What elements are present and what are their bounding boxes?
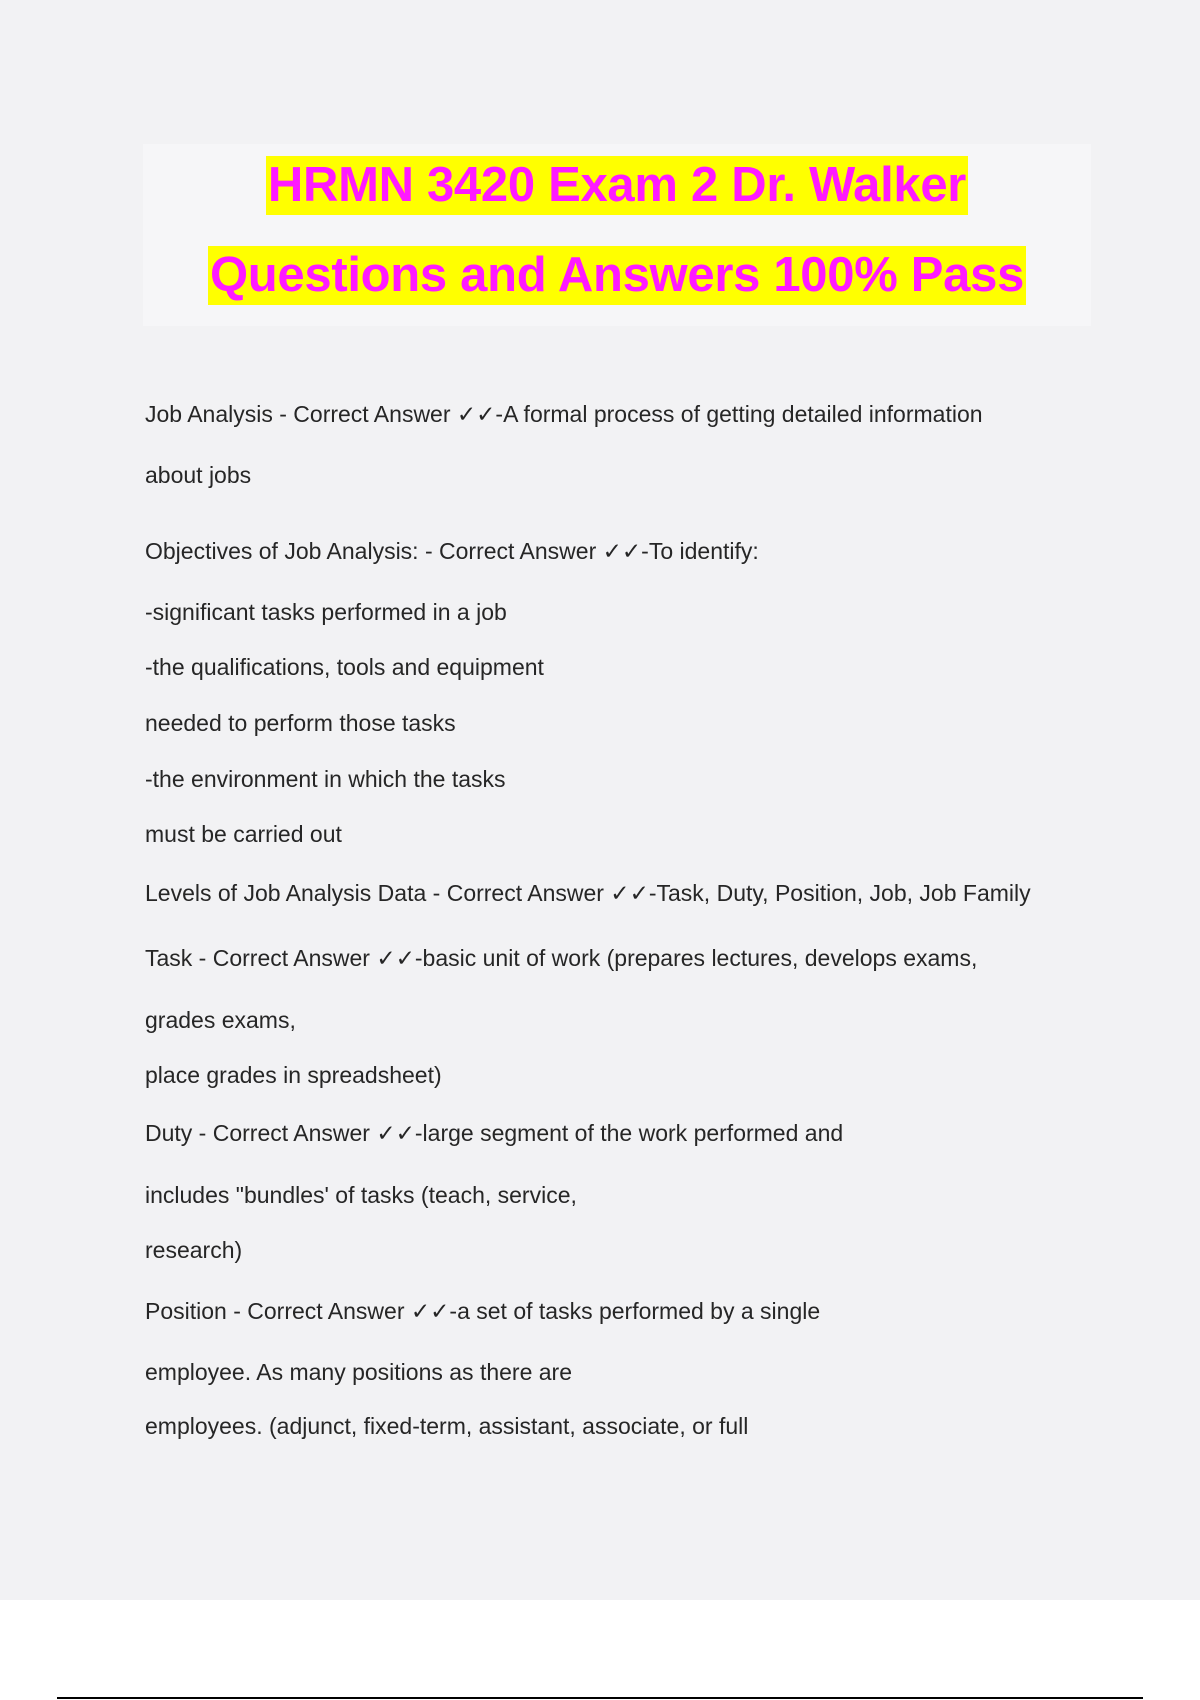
text-line: research) (145, 1237, 243, 1263)
text-line: employees. (adjunct, fixed-term, assistant, associate, or full (145, 1413, 749, 1439)
text-line: must be carried out (145, 821, 342, 847)
text-line: -the environment in which the tasks (145, 766, 506, 792)
text-line: needed to perform those tasks (145, 710, 456, 736)
text-line: Duty - Correct Answer ✓✓-large segment of the work performed and (145, 1120, 844, 1146)
footer-divider (57, 1697, 1143, 1699)
text-line: Position - Correct Answer ✓✓-a set of tasks performed by a single (145, 1298, 821, 1324)
text-line: includes "bundles' of tasks (teach, service, (145, 1182, 577, 1208)
text-line: employee. As many positions as there are (145, 1359, 573, 1385)
text-line: -significant tasks performed in a job (145, 599, 507, 625)
text-line: place grades in spreadsheet) (145, 1062, 442, 1088)
text-line: Task - Correct Answer ✓✓-basic unit of work (prepares lectures, develops exams, (145, 945, 978, 971)
title-block (143, 144, 1091, 326)
text-line: Levels of Job Analysis Data - Correct Answer ✓✓-Task, Duty, Position, Job, Job Family (145, 880, 1031, 906)
text-line: Job Analysis - Correct Answer ✓✓-A formal process of getting detailed information (145, 401, 983, 427)
text-line: about jobs (145, 462, 252, 488)
title-line-1: HRMN 3420 Exam 2 Dr. Walker (266, 156, 968, 215)
text-line: Objectives of Job Analysis: - Correct Answer ✓✓-To identify: (145, 538, 759, 564)
title-line-2: Questions and Answers 100% Pass (208, 246, 1026, 305)
text-line: grades exams, (145, 1007, 296, 1033)
text-line: -the qualifications, tools and equipment (145, 654, 544, 680)
